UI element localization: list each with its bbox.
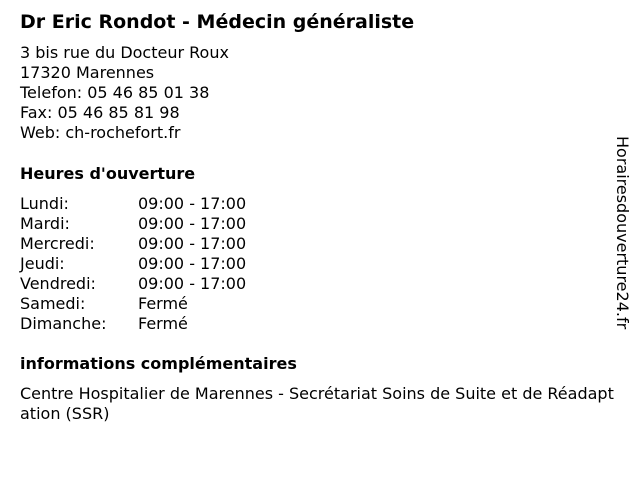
hours-value: 09:00 - 17:00: [138, 214, 247, 233]
hours-row-sunday: [20, 314, 246, 334]
day-label: Mercredi:: [20, 234, 95, 253]
day-label: Dimanche:: [20, 314, 107, 333]
street-address: 3 bis rue du Docteur Roux: [20, 43, 229, 62]
phone-number: Telefon: 05 46 85 01 38: [20, 83, 210, 102]
website: Web: ch-rochefort.fr: [20, 123, 181, 142]
hours-row-saturday: [20, 294, 246, 314]
hours-value: Fermé: [138, 294, 188, 313]
hours-row-wednesday: [20, 234, 246, 254]
hours-row-thursday: [20, 254, 246, 274]
hours-row-monday: [20, 194, 246, 214]
opening-hours-list: [20, 194, 246, 334]
info-description: Centre Hospitalier de Marennes - Secrétariat Soins de Suite et de Réadaptation (SSR): [20, 384, 614, 423]
fax-number: Fax: 05 46 85 81 98: [20, 103, 180, 122]
city-postcode: 17320 Marennes: [20, 63, 155, 82]
hours-heading: Heures d'ouverture: [20, 164, 196, 183]
day-label: Lundi:: [20, 194, 69, 213]
day-label: Jeudi:: [20, 254, 65, 273]
page-title: Dr Eric Rondot - Médecin généraliste: [20, 11, 415, 33]
hours-value: 09:00 - 17:00: [138, 254, 247, 273]
day-label: Mardi:: [20, 214, 70, 233]
address-block: [20, 43, 229, 143]
hours-row-friday: [20, 274, 246, 294]
day-label: Samedi:: [20, 294, 86, 313]
hours-value: 09:00 - 17:00: [138, 274, 247, 293]
hours-value: 09:00 - 17:00: [138, 194, 247, 213]
site-watermark: Horairesdouverture24.fr: [613, 136, 632, 330]
hours-row-tuesday: [20, 214, 246, 234]
info-heading: informations complémentaires: [20, 354, 297, 373]
hours-value: 09:00 - 17:00: [138, 234, 247, 253]
day-label: Vendredi:: [20, 274, 96, 293]
hours-value: Fermé: [138, 314, 188, 333]
